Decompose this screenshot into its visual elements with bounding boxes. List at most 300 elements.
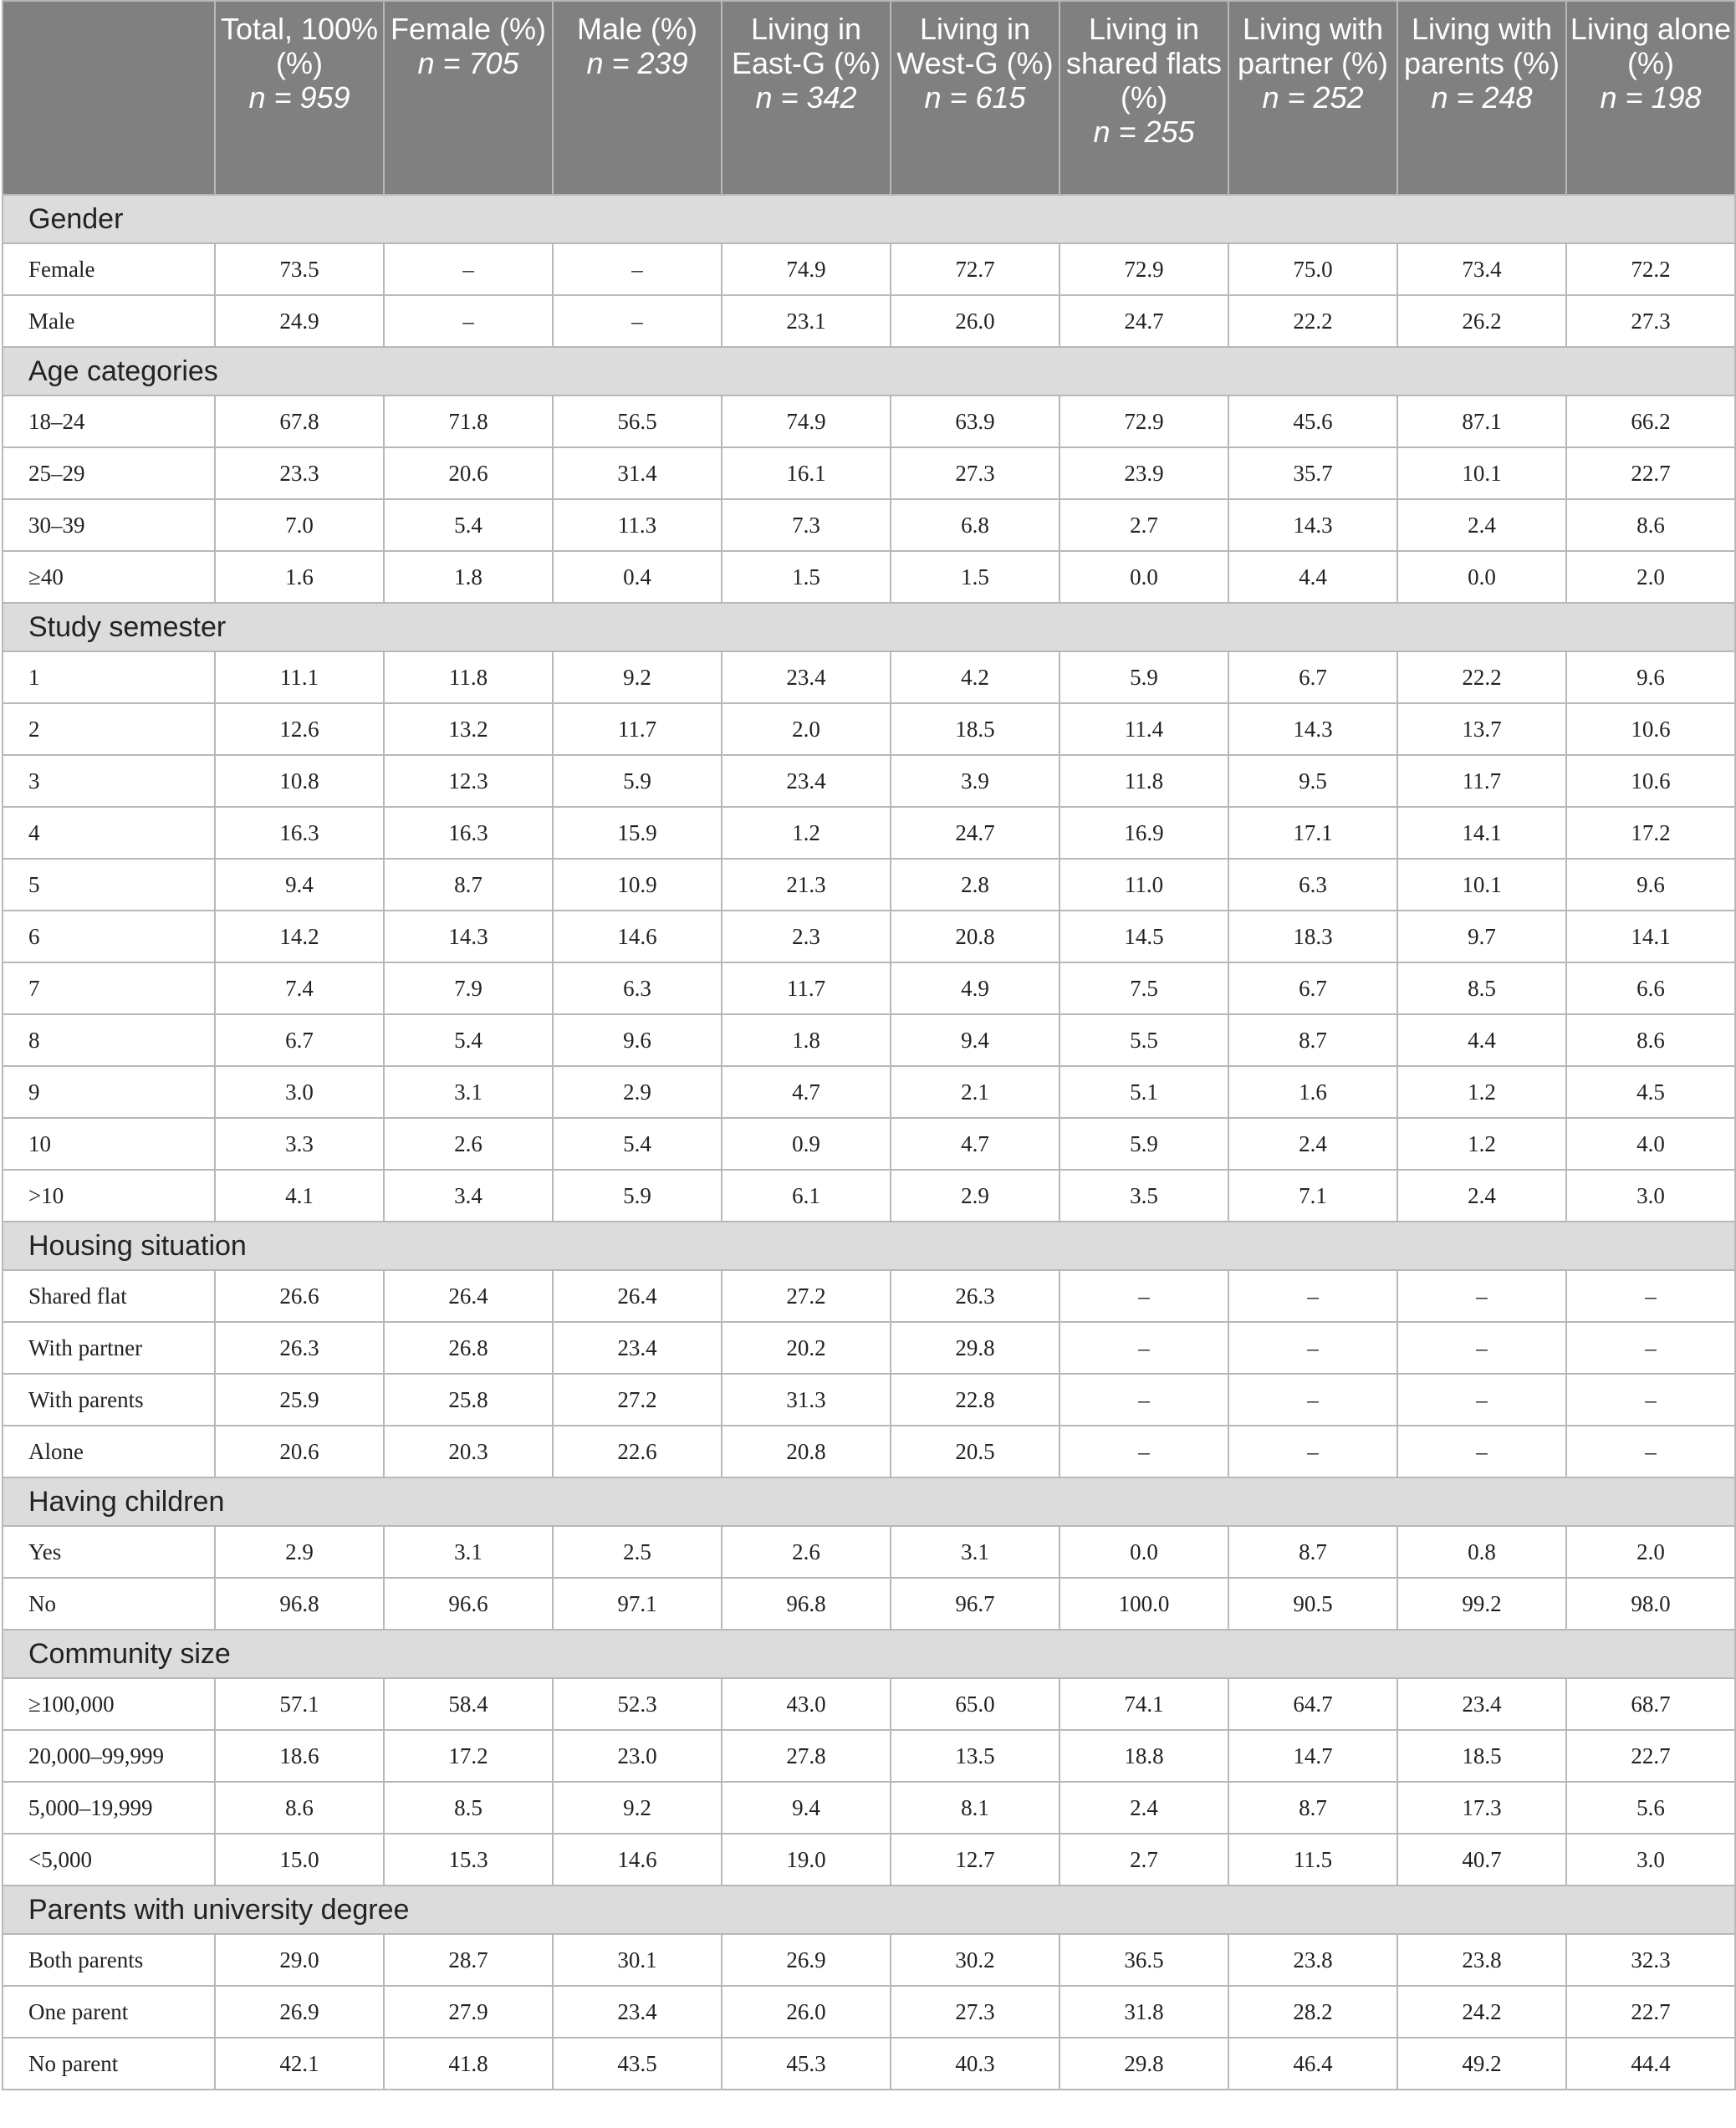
row-label: Female [3, 243, 215, 295]
table-cell: 31.8 [1059, 1986, 1228, 2038]
column-header-n: n = 239 [586, 46, 688, 80]
table-cell: – [1059, 1426, 1228, 1477]
table-row [3, 755, 1735, 807]
table-cell: 26.9 [215, 1986, 384, 2038]
row-label: 3 [3, 755, 215, 807]
table-cell: – [1566, 1270, 1735, 1322]
table-cell: 2.6 [384, 1118, 553, 1170]
table-cell: 16.3 [215, 807, 384, 859]
table-cell: 4.7 [891, 1118, 1059, 1170]
table-cell: – [1397, 1270, 1566, 1322]
table-cell: 49.2 [1397, 2038, 1566, 2090]
table-cell: 11.0 [1059, 859, 1228, 911]
table-cell: 3.1 [384, 1066, 553, 1118]
row-label: 5 [3, 859, 215, 911]
table-cell: 66.2 [1566, 395, 1735, 447]
table-cell: 11.7 [553, 703, 722, 755]
row-label: No parent [3, 2038, 215, 2090]
table-cell: 20.6 [384, 447, 553, 499]
table-cell: 27.3 [891, 1986, 1059, 2038]
table-cell: 8.7 [1228, 1014, 1397, 1066]
table-cell: 1.8 [384, 551, 553, 603]
column-header [1397, 1, 1566, 195]
row-label: No [3, 1578, 215, 1630]
table-cell: 4.1 [215, 1170, 384, 1222]
table-cell: 9.4 [215, 859, 384, 911]
table-cell: 8.7 [1228, 1526, 1397, 1578]
table-cell: – [384, 243, 553, 295]
table-cell: 17.2 [1566, 807, 1735, 859]
table-cell: 6.1 [722, 1170, 891, 1222]
table-cell: 29.8 [1059, 2038, 1228, 2090]
table-cell: 9.2 [553, 1782, 722, 1834]
table-cell: 23.4 [553, 1322, 722, 1374]
table-cell: 44.4 [1566, 2038, 1735, 2090]
table-cell: 2.4 [1397, 499, 1566, 551]
table-cell: 13.5 [891, 1730, 1059, 1782]
table-cell: 58.4 [384, 1678, 553, 1730]
table-cell: 29.0 [215, 1934, 384, 1986]
table-cell: 26.4 [384, 1270, 553, 1322]
table-cell: 2.8 [891, 859, 1059, 911]
table-row [3, 499, 1735, 551]
table-cell: 5.4 [553, 1118, 722, 1170]
table-cell: – [1228, 1270, 1397, 1322]
table-cell: 14.6 [553, 911, 722, 962]
table-cell: 24.7 [1059, 295, 1228, 347]
table-cell: 45.3 [722, 2038, 891, 2090]
table-row [3, 551, 1735, 603]
section-header-row [3, 347, 1735, 395]
table-row [3, 295, 1735, 347]
table-cell: 72.9 [1059, 243, 1228, 295]
table-cell: 5.9 [553, 755, 722, 807]
table-cell: 18.6 [215, 1730, 384, 1782]
table-cell: 56.5 [553, 395, 722, 447]
table-cell: 41.8 [384, 2038, 553, 2090]
table-cell: 68.7 [1566, 1678, 1735, 1730]
row-label: One parent [3, 1986, 215, 2038]
table-cell: 2.1 [891, 1066, 1059, 1118]
table-cell: 5.4 [384, 1014, 553, 1066]
table-cell: 90.5 [1228, 1578, 1397, 1630]
table-body [3, 195, 1735, 2090]
table-row [3, 1426, 1735, 1477]
table-cell: 3.4 [384, 1170, 553, 1222]
table-cell: 0.0 [1059, 551, 1228, 603]
section-header-row [3, 1630, 1735, 1678]
table-cell: 23.9 [1059, 447, 1228, 499]
table-row [3, 1374, 1735, 1426]
table-row [3, 1678, 1735, 1730]
table-cell: 7.3 [722, 499, 891, 551]
table-cell: – [1397, 1426, 1566, 1477]
table-row [3, 1934, 1735, 1986]
row-label: 18–24 [3, 395, 215, 447]
table-cell: 22.6 [553, 1426, 722, 1477]
table-cell: 14.7 [1228, 1730, 1397, 1782]
table-row [3, 1834, 1735, 1886]
table-cell: 22.7 [1566, 1986, 1735, 2038]
table-cell: 6.6 [1566, 962, 1735, 1014]
table-cell: 14.3 [1228, 703, 1397, 755]
table-cell: 8.6 [215, 1782, 384, 1834]
table-cell: 9.6 [553, 1014, 722, 1066]
header-corner-cell [3, 1, 215, 195]
table-cell: 98.0 [1566, 1578, 1735, 1630]
table-cell: 2.0 [722, 703, 891, 755]
table-cell: 23.4 [722, 651, 891, 703]
table-cell: 27.3 [891, 447, 1059, 499]
section-header-row [3, 1477, 1735, 1526]
row-label: Male [3, 295, 215, 347]
table-cell: 31.3 [722, 1374, 891, 1426]
table-cell: – [1566, 1374, 1735, 1426]
table-cell: 26.8 [384, 1322, 553, 1374]
table-cell: 8.5 [384, 1782, 553, 1834]
table-cell: 18.8 [1059, 1730, 1228, 1782]
row-label: Shared flat [3, 1270, 215, 1322]
table-cell: 4.5 [1566, 1066, 1735, 1118]
table-cell: 2.3 [722, 911, 891, 962]
table-cell: 26.4 [553, 1270, 722, 1322]
table-cell: 26.0 [891, 295, 1059, 347]
table-cell: 30.1 [553, 1934, 722, 1986]
table-row [3, 1526, 1735, 1578]
table-cell: 2.4 [1059, 1782, 1228, 1834]
table-cell: 42.1 [215, 2038, 384, 2090]
table-cell: 72.2 [1566, 243, 1735, 295]
table-cell: 20.2 [722, 1322, 891, 1374]
column-header-n: n = 959 [248, 80, 350, 115]
table-cell: 45.6 [1228, 395, 1397, 447]
table-cell: 27.2 [553, 1374, 722, 1426]
table-cell: 3.0 [215, 1066, 384, 1118]
table-cell: 8.7 [1228, 1782, 1397, 1834]
table-cell: 19.0 [722, 1834, 891, 1886]
table-cell: 16.1 [722, 447, 891, 499]
table-cell: 1.6 [215, 551, 384, 603]
table-cell: 5.9 [1059, 651, 1228, 703]
column-header-label: Total, 100% (%) [220, 12, 379, 80]
table-cell: 3.0 [1566, 1834, 1735, 1886]
table-cell: 7.1 [1228, 1170, 1397, 1222]
table-cell: 2.9 [553, 1066, 722, 1118]
table-cell: 26.9 [722, 1934, 891, 1986]
row-label: With parents [3, 1374, 215, 1426]
column-header-n: n = 615 [924, 80, 1026, 115]
table-cell: 46.4 [1228, 2038, 1397, 2090]
table-cell: 35.7 [1228, 447, 1397, 499]
section-header-row [3, 603, 1735, 651]
table-cell: 3.9 [891, 755, 1059, 807]
table-cell: 16.3 [384, 807, 553, 859]
table-header [3, 1, 1735, 195]
table-cell: 5.5 [1059, 1014, 1228, 1066]
table-cell: 8.1 [891, 1782, 1059, 1834]
table-cell: 7.9 [384, 962, 553, 1014]
table-cell: 21.3 [722, 859, 891, 911]
table-cell: – [384, 295, 553, 347]
table-cell: 5.9 [553, 1170, 722, 1222]
table-cell: 11.4 [1059, 703, 1228, 755]
column-header [1566, 1, 1735, 195]
table-cell: 15.0 [215, 1834, 384, 1886]
row-label: >10 [3, 1170, 215, 1222]
table-cell: 23.4 [553, 1986, 722, 2038]
table-row [3, 1730, 1735, 1782]
column-header [722, 1, 891, 195]
table-cell: 2.0 [1566, 1526, 1735, 1578]
table-row [3, 1014, 1735, 1066]
table-cell: 18.5 [1397, 1730, 1566, 1782]
row-label: ≥100,000 [3, 1678, 215, 1730]
table-cell: – [553, 295, 722, 347]
table-row [3, 1170, 1735, 1222]
table-cell: 75.0 [1228, 243, 1397, 295]
table-cell: 8.6 [1566, 499, 1735, 551]
table-cell: 2.4 [1397, 1170, 1566, 1222]
table-cell: 9.4 [891, 1014, 1059, 1066]
table-cell: 2.0 [1566, 551, 1735, 603]
table-row [3, 1270, 1735, 1322]
table-cell: 1.2 [1397, 1066, 1566, 1118]
row-label: 7 [3, 962, 215, 1014]
table-cell: 4.7 [722, 1066, 891, 1118]
table-cell: 3.5 [1059, 1170, 1228, 1222]
table-cell: 20.8 [722, 1426, 891, 1477]
table-cell: 26.2 [1397, 295, 1566, 347]
table-cell: 9.6 [1566, 859, 1735, 911]
table-cell: 100.0 [1059, 1578, 1228, 1630]
table-cell: – [1397, 1374, 1566, 1426]
row-label: Both parents [3, 1934, 215, 1986]
table-row [3, 807, 1735, 859]
table-cell: 12.7 [891, 1834, 1059, 1886]
table-cell: 6.3 [553, 962, 722, 1014]
table-cell: 6.7 [1228, 651, 1397, 703]
table-cell: 64.7 [1228, 1678, 1397, 1730]
table-cell: – [1566, 1322, 1735, 1374]
column-header-label: Living with partner (%) [1237, 12, 1389, 80]
table-cell: – [1228, 1426, 1397, 1477]
table-cell: – [1566, 1426, 1735, 1477]
section-header-row [3, 1222, 1735, 1270]
table-cell: 73.4 [1397, 243, 1566, 295]
table-row [3, 1578, 1735, 1630]
column-header-label: Living alone (%) [1570, 12, 1732, 80]
table-cell: 11.7 [1397, 755, 1566, 807]
table-cell: 16.9 [1059, 807, 1228, 859]
table-cell: 24.2 [1397, 1986, 1566, 2038]
table-cell: 14.1 [1397, 807, 1566, 859]
table-cell: 15.9 [553, 807, 722, 859]
column-header-n: n = 705 [417, 46, 519, 80]
table-cell: 1.5 [891, 551, 1059, 603]
table-cell: 11.7 [722, 962, 891, 1014]
table-cell: 14.3 [384, 911, 553, 962]
table-cell: 6.7 [215, 1014, 384, 1066]
table-cell: 12.6 [215, 703, 384, 755]
table-cell: 29.8 [891, 1322, 1059, 1374]
row-label: Yes [3, 1526, 215, 1578]
table-cell: – [1228, 1374, 1397, 1426]
row-label: 5,000–19,999 [3, 1782, 215, 1834]
table-cell: 1.2 [1397, 1118, 1566, 1170]
table-cell: 43.0 [722, 1678, 891, 1730]
table-cell: 63.9 [891, 395, 1059, 447]
table-cell: 23.3 [215, 447, 384, 499]
table-cell: 71.8 [384, 395, 553, 447]
table-cell: 15.3 [384, 1834, 553, 1886]
column-header-label: Male (%) [576, 12, 698, 46]
table-cell: 7.0 [215, 499, 384, 551]
table-cell: 1.5 [722, 551, 891, 603]
table-cell: 52.3 [553, 1678, 722, 1730]
row-label: 1 [3, 651, 215, 703]
column-header-n: n = 198 [1600, 80, 1702, 115]
table-cell: 13.7 [1397, 703, 1566, 755]
header-row [3, 1, 1735, 195]
table-cell: 74.9 [722, 395, 891, 447]
table-cell: 23.8 [1397, 1934, 1566, 1986]
table-cell: 87.1 [1397, 395, 1566, 447]
table-cell: 27.2 [722, 1270, 891, 1322]
table-cell: – [1059, 1322, 1228, 1374]
table-cell: 2.6 [722, 1526, 891, 1578]
column-header [215, 1, 384, 195]
table-cell: 23.1 [722, 295, 891, 347]
table-cell: 5.4 [384, 499, 553, 551]
table-cell: 6.8 [891, 499, 1059, 551]
table-cell: 9.6 [1566, 651, 1735, 703]
row-label: With partner [3, 1322, 215, 1374]
table-cell: 74.9 [722, 243, 891, 295]
row-label: 6 [3, 911, 215, 962]
section-title: Community size [3, 1630, 1735, 1678]
column-header-label: Living in shared flats (%) [1065, 12, 1223, 115]
section-header-row [3, 195, 1735, 243]
table-cell: 23.0 [553, 1730, 722, 1782]
row-label: 10 [3, 1118, 215, 1170]
table-cell: 1.2 [722, 807, 891, 859]
column-header [891, 1, 1059, 195]
table-cell: 10.6 [1566, 703, 1735, 755]
table-cell: 14.1 [1566, 911, 1735, 962]
column-header [1228, 1, 1397, 195]
table-row [3, 651, 1735, 703]
column-header-label: Living in West-G (%) [896, 12, 1054, 80]
table-cell: 27.3 [1566, 295, 1735, 347]
table-cell: 22.2 [1397, 651, 1566, 703]
demographics-table [2, 0, 1736, 2090]
table-cell: 26.3 [215, 1322, 384, 1374]
table-cell: 20.8 [891, 911, 1059, 962]
section-title: Housing situation [3, 1222, 1735, 1270]
column-header-n: n = 252 [1262, 80, 1364, 115]
row-label: 4 [3, 807, 215, 859]
table-cell: 43.5 [553, 2038, 722, 2090]
section-header-row [3, 1886, 1735, 1934]
table-cell: 23.4 [1397, 1678, 1566, 1730]
table-cell: 22.7 [1566, 447, 1735, 499]
row-label: ≥40 [3, 551, 215, 603]
row-label: 25–29 [3, 447, 215, 499]
table-cell: 0.8 [1397, 1526, 1566, 1578]
table-cell: 11.5 [1228, 1834, 1397, 1886]
table-cell: 2.9 [215, 1526, 384, 1578]
table-cell: 6.7 [1228, 962, 1397, 1014]
table-cell: 1.8 [722, 1014, 891, 1066]
table-row [3, 962, 1735, 1014]
table-row [3, 703, 1735, 755]
row-label: 20,000–99,999 [3, 1730, 215, 1782]
column-header-n: n = 248 [1431, 80, 1533, 115]
table-cell: 20.3 [384, 1426, 553, 1477]
table-cell: 12.3 [384, 755, 553, 807]
section-title: Having children [3, 1477, 1735, 1526]
table-cell: 2.5 [553, 1526, 722, 1578]
table-cell: 26.6 [215, 1270, 384, 1322]
table-cell: 8.5 [1397, 962, 1566, 1014]
table-cell: 2.4 [1228, 1118, 1397, 1170]
table-cell: 28.7 [384, 1934, 553, 1986]
table-cell: 27.9 [384, 1986, 553, 2038]
table-cell: 13.2 [384, 703, 553, 755]
table-cell: 2.7 [1059, 499, 1228, 551]
column-header [384, 1, 553, 195]
table-cell: 22.2 [1228, 295, 1397, 347]
table-row [3, 859, 1735, 911]
table-cell: 57.1 [215, 1678, 384, 1730]
table-cell: 8.7 [384, 859, 553, 911]
table-cell: 4.9 [891, 962, 1059, 1014]
table-cell: 20.6 [215, 1426, 384, 1477]
column-header [553, 1, 722, 195]
table-cell: 7.5 [1059, 962, 1228, 1014]
table-cell: 31.4 [553, 447, 722, 499]
table-cell: 40.3 [891, 2038, 1059, 2090]
table-cell: 3.0 [1566, 1170, 1735, 1222]
table-cell: 20.5 [891, 1426, 1059, 1477]
table-row [3, 911, 1735, 962]
table-cell: 4.4 [1228, 551, 1397, 603]
table-cell: 2.7 [1059, 1834, 1228, 1886]
table-cell: 96.6 [384, 1578, 553, 1630]
row-label: 30–39 [3, 499, 215, 551]
table-cell: 26.0 [722, 1986, 891, 2038]
section-title: Study semester [3, 603, 1735, 651]
table-cell: 10.1 [1397, 447, 1566, 499]
table-cell: 0.0 [1397, 551, 1566, 603]
table-cell: 10.1 [1397, 859, 1566, 911]
table-cell: 7.4 [215, 962, 384, 1014]
table-cell: 5.1 [1059, 1066, 1228, 1118]
row-label: 8 [3, 1014, 215, 1066]
table-row [3, 1322, 1735, 1374]
table-cell: 6.3 [1228, 859, 1397, 911]
table-cell: 0.9 [722, 1118, 891, 1170]
table-cell: 24.9 [215, 295, 384, 347]
table-cell: 17.2 [384, 1730, 553, 1782]
table-cell: 10.9 [553, 859, 722, 911]
table-cell: 30.2 [891, 1934, 1059, 1986]
table-cell: 67.8 [215, 395, 384, 447]
table-cell: – [1228, 1322, 1397, 1374]
table-cell: 1.6 [1228, 1066, 1397, 1118]
table-cell: 73.5 [215, 243, 384, 295]
section-title: Age categories [3, 347, 1735, 395]
